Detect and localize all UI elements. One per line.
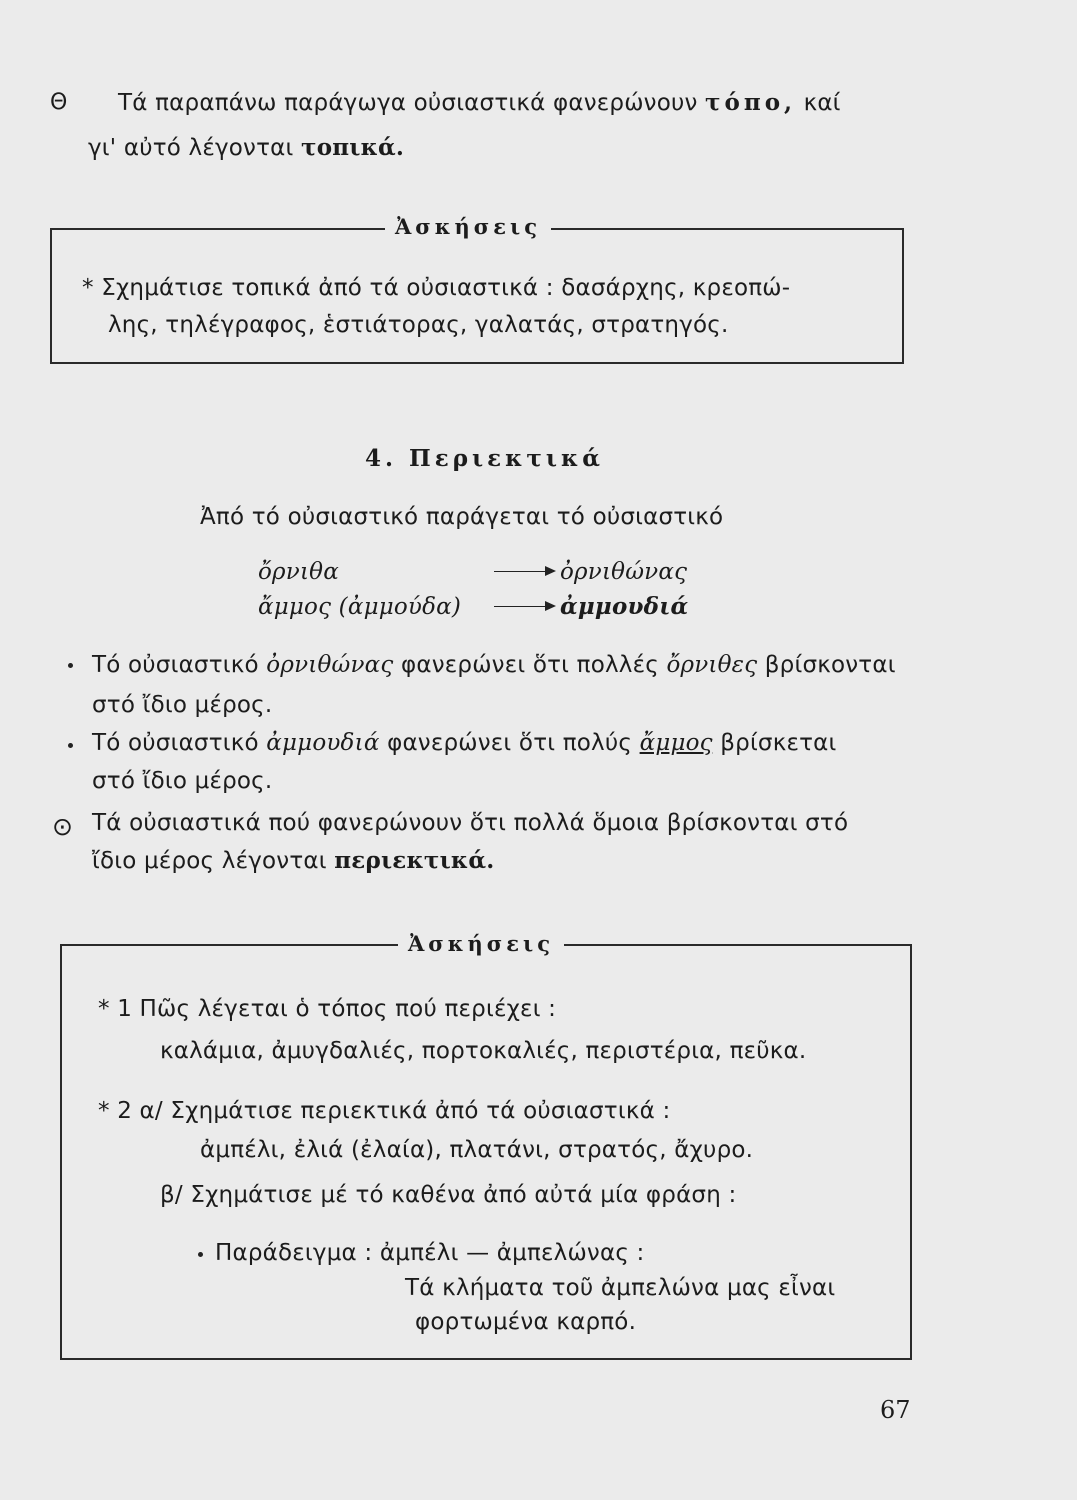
bullet-1-line-2: στό ἴδιο μέρος. bbox=[92, 692, 273, 718]
derivation-from-2: ἄμμος (ἀμμούδα) bbox=[258, 594, 462, 620]
bullet-2-line-2: στό ἴδιο μέρος. bbox=[92, 768, 273, 794]
bullet-icon bbox=[68, 663, 73, 668]
exercise-1-line-2: λης, τηλέγραφος, ἑστιάτορας, γαλατάς, στρατηγός. bbox=[108, 312, 729, 338]
example-line: Παράδειγμα : ἀμπέλι — ἀμπελώνας : bbox=[215, 1240, 645, 1266]
rule-line-1: Τά οὐσιαστικά πού φανερώνουν ὅτι πολλά ὅμοια βρίσκονται στό bbox=[92, 810, 849, 836]
exercise-2-2-part-b: β/ Σχημάτισε μέ τό καθένα ἀπό αὐτά μία φράση : bbox=[160, 1182, 737, 1208]
exercise-1-line-1: * Σχημάτισε τοπικά ἀπό τά οὐσιαστικά : δασάρχης, κρεοπώ- bbox=[82, 275, 791, 301]
circle-dot-marker-icon: ⊙ bbox=[52, 812, 73, 841]
derivation-from-1: ὄρνιθα bbox=[258, 559, 339, 585]
top-paragraph-line-2: γι' αὐτό λέγονται τοπικά. bbox=[88, 134, 405, 161]
exercise-box-1-title: Ἀσκήσεις bbox=[385, 214, 551, 240]
theta-marker-icon: Θ bbox=[50, 90, 68, 115]
exercise-2-1-answer: καλάμια, ἀμυγδαλιές, πορτοκαλιές, περιστέρια, πεῦκα. bbox=[160, 1038, 807, 1064]
bold-term-topika: τοπικά. bbox=[301, 134, 405, 161]
bullet-icon bbox=[198, 1252, 203, 1257]
derivation-to-2: ἀμμουδιά bbox=[560, 593, 689, 620]
bullet-icon bbox=[68, 743, 73, 748]
arrow-right-icon bbox=[494, 606, 554, 607]
bullet-2-line-1: Τό οὐσιαστικό ἀμμουδιά φανερώνει ὅτι πολύς ἄμμος βρίσκεται bbox=[92, 730, 837, 756]
bullet-1-line-1: Τό οὐσιαστικό ὀρνιθώνας φανερώνει ὅτι πολλές ὄρνιθες βρίσκονται bbox=[92, 652, 896, 678]
example-sentence-line-1: Τά κλήματα τοῦ ἀμπελώνα μας εἶναι bbox=[405, 1275, 836, 1301]
exercise-2-2-words: ἀμπέλι, ἐλιά (ἐλαία), πλατάνι, στρατός, ἄχυρο. bbox=[200, 1137, 754, 1163]
bold-term-topo: τόπο, bbox=[705, 89, 797, 116]
arrow-right-icon bbox=[494, 571, 554, 572]
exercise-2-1-question: * 1 Πῶς λέγεται ὁ τόπος πού περιέχει : bbox=[98, 996, 557, 1022]
example-sentence-line-2: φορτωμένα καρπό. bbox=[415, 1309, 637, 1335]
page-number: 67 bbox=[880, 1396, 911, 1424]
exercise-2-2-question: * 2 α/ Σχημάτισε περιεκτικά ἀπό τά οὐσιαστικά : bbox=[98, 1098, 671, 1124]
top-paragraph-line-1: Τά παραπάνω παράγωγα οὐσιαστικά φανερώνουν τόπο, καί bbox=[118, 89, 841, 116]
intro-text: Ἀπό τό οὐσιαστικό παράγεται τό οὐσιαστικό bbox=[200, 504, 724, 530]
section-heading: 4. Περιεκτικά bbox=[365, 445, 604, 472]
derivation-to-1: ὀρνιθώνας bbox=[560, 559, 688, 585]
exercise-box-2-title: Ἀσκήσεις bbox=[398, 931, 564, 957]
bold-term-periektika: περιεκτικά. bbox=[334, 847, 495, 874]
rule-line-2: ἴδιο μέρος λέγονται περιεκτικά. bbox=[92, 847, 495, 874]
